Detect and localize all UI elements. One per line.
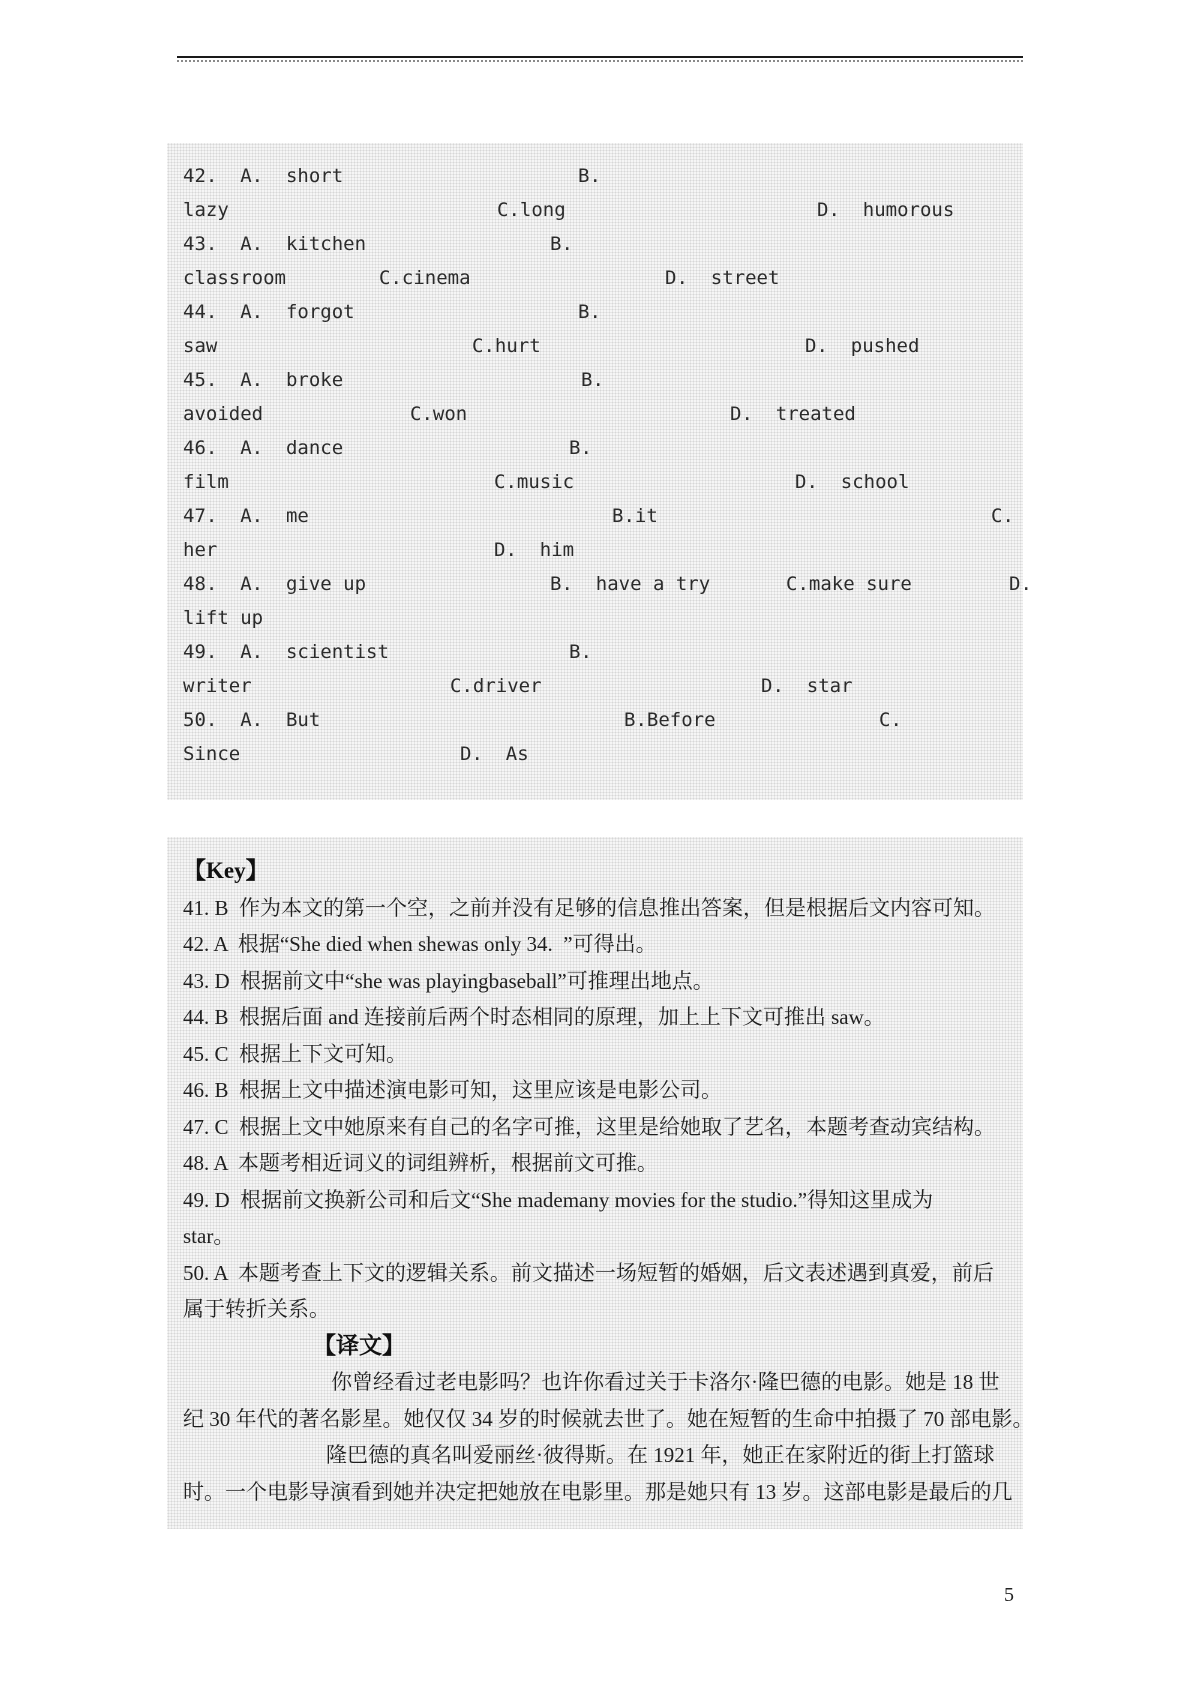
option-text: C.make sure (786, 573, 912, 595)
key-line: 47. C 根据上文中她原来有自己的名字可推，这里是给她取了艺名，本题考查动宾结构。 (183, 1114, 996, 1139)
question-line (167, 431, 1023, 465)
option-text: 46. A. dance (183, 437, 344, 459)
question-line (167, 703, 1023, 737)
option-text: B.Before (624, 709, 716, 731)
option-text: 48. A. give up (183, 573, 367, 595)
option-text: C. (991, 505, 1014, 527)
key-heading: 【Key】 (183, 858, 269, 883)
option-text: writer (183, 675, 252, 697)
option-text: B. have a try (550, 573, 711, 595)
option-text: C. (879, 709, 902, 731)
key-line: 43. D 根据前文中“she was playingbaseball”可推理出地点。 (183, 968, 714, 993)
translation-heading: 【译文】 (313, 1332, 405, 1358)
option-text: C.driver (450, 675, 542, 697)
question-line (167, 397, 1023, 431)
answer-key-block (167, 837, 1034, 1529)
option-text: C.long (497, 199, 566, 221)
option-text: 45. A. broke (183, 369, 344, 391)
question-line (167, 635, 1023, 669)
option-text: D. (1009, 573, 1032, 595)
key-line: 46. B 根据上文中描述演电影可知，这里应该是电影公司。 (183, 1078, 723, 1102)
question-line (167, 737, 1023, 771)
option-text: B. (581, 369, 604, 391)
header-rule (177, 56, 1023, 62)
translation-line: 纪 30 年代的著名影星。她仅仅 34 岁的时候就去世了。她在短暂的生命中拍摄了 70 部电影。 (183, 1406, 1034, 1431)
key-line: star。 (183, 1224, 235, 1248)
option-text: saw (183, 335, 218, 357)
translation-line: 你曾经看过老电影吗？也许你看过关于卡洛尔·隆巴德的电影。她是 18 世 (331, 1370, 1000, 1394)
question-line (167, 227, 1023, 261)
option-text: avoided (183, 403, 264, 425)
page-number: 5 (1004, 1584, 1014, 1606)
option-text: 50. A. But (183, 709, 321, 731)
option-text: B. (578, 301, 601, 323)
option-text: Since (183, 743, 241, 765)
translation-lines (167, 1364, 1034, 1510)
option-text: 44. A. forgot (183, 301, 355, 323)
translation-line: 隆巴德的真名叫爱丽丝·彼得斯。在 1921 年，她正在家附近的街上打篮球 (326, 1443, 995, 1467)
question-line (167, 465, 1023, 499)
option-text: C.cinema (379, 267, 471, 289)
question-line (167, 261, 1023, 295)
option-text: lazy (183, 199, 229, 221)
question-line (167, 295, 1023, 329)
option-text: D. pushed (805, 335, 920, 357)
option-text: D. treated (730, 403, 856, 425)
question-line (167, 499, 1023, 533)
option-text: B.it (612, 505, 658, 527)
option-text: D. school (795, 471, 910, 493)
option-text: B. (578, 165, 601, 187)
option-text: C.hurt (472, 335, 541, 357)
option-text: D. star (761, 675, 853, 697)
option-text: D. street (665, 267, 780, 289)
key-line: 45. C 根据上下文可知。 (183, 1041, 408, 1066)
option-text: B. (550, 233, 573, 255)
question-line (167, 159, 1023, 193)
key-line: 41. B 作为本文的第一个空，之前并没有足够的信息推出答案，但是根据后文内容可知。 (183, 895, 996, 920)
question-line (167, 363, 1023, 397)
option-text: D. As (460, 743, 529, 765)
option-text: B. (569, 641, 592, 663)
option-text: D. him (494, 539, 575, 561)
key-line: 50. A 本题考查上下文的逻辑关系。前文描述一场短暂的婚姻，后文表述遇到真爱，前后 (183, 1260, 994, 1285)
key-lines (167, 890, 1023, 1328)
question-line (167, 567, 1032, 601)
question-line (167, 669, 1023, 703)
option-text: 43. A. kitchen (183, 233, 367, 255)
questions-block (167, 143, 1032, 800)
key-line: 49. D 根据前文换新公司和后文“She mademany movies for the studio.”得知这里成为 (183, 1187, 934, 1212)
option-text: B. (569, 437, 592, 459)
option-text: D. humorous (817, 199, 955, 221)
key-line: 属于转折关系。 (183, 1297, 330, 1321)
option-text: 49. A. scientist (183, 641, 389, 663)
option-text: 47. A. me (183, 505, 309, 527)
key-line: 48. A 本题考相近词义的词组辨析，根据前文可推。 (183, 1151, 658, 1175)
translation-line: 时。一个电影导演看到她并决定把她放在电影里。那是她只有 13 岁。这部电影是最后的几 (183, 1479, 1013, 1504)
option-text: C.won (410, 403, 468, 425)
question-line (167, 329, 1023, 363)
option-text: lift up (183, 607, 264, 629)
key-line: 42. A 根据“She died when shewas only 34. ”可得出。 (183, 932, 657, 956)
key-line: 44. B 根据后面 and 连接前后两个时态相同的原理，加上上下文可推出 saw。 (183, 1005, 885, 1029)
question-line (167, 533, 1023, 567)
option-text: 42. A. short (183, 165, 344, 187)
question-line (167, 601, 1023, 635)
option-text: her (183, 539, 218, 561)
option-text: classroom (183, 267, 286, 289)
option-text: film (183, 471, 229, 493)
option-text: C.music (494, 471, 575, 493)
question-line (167, 193, 1023, 227)
